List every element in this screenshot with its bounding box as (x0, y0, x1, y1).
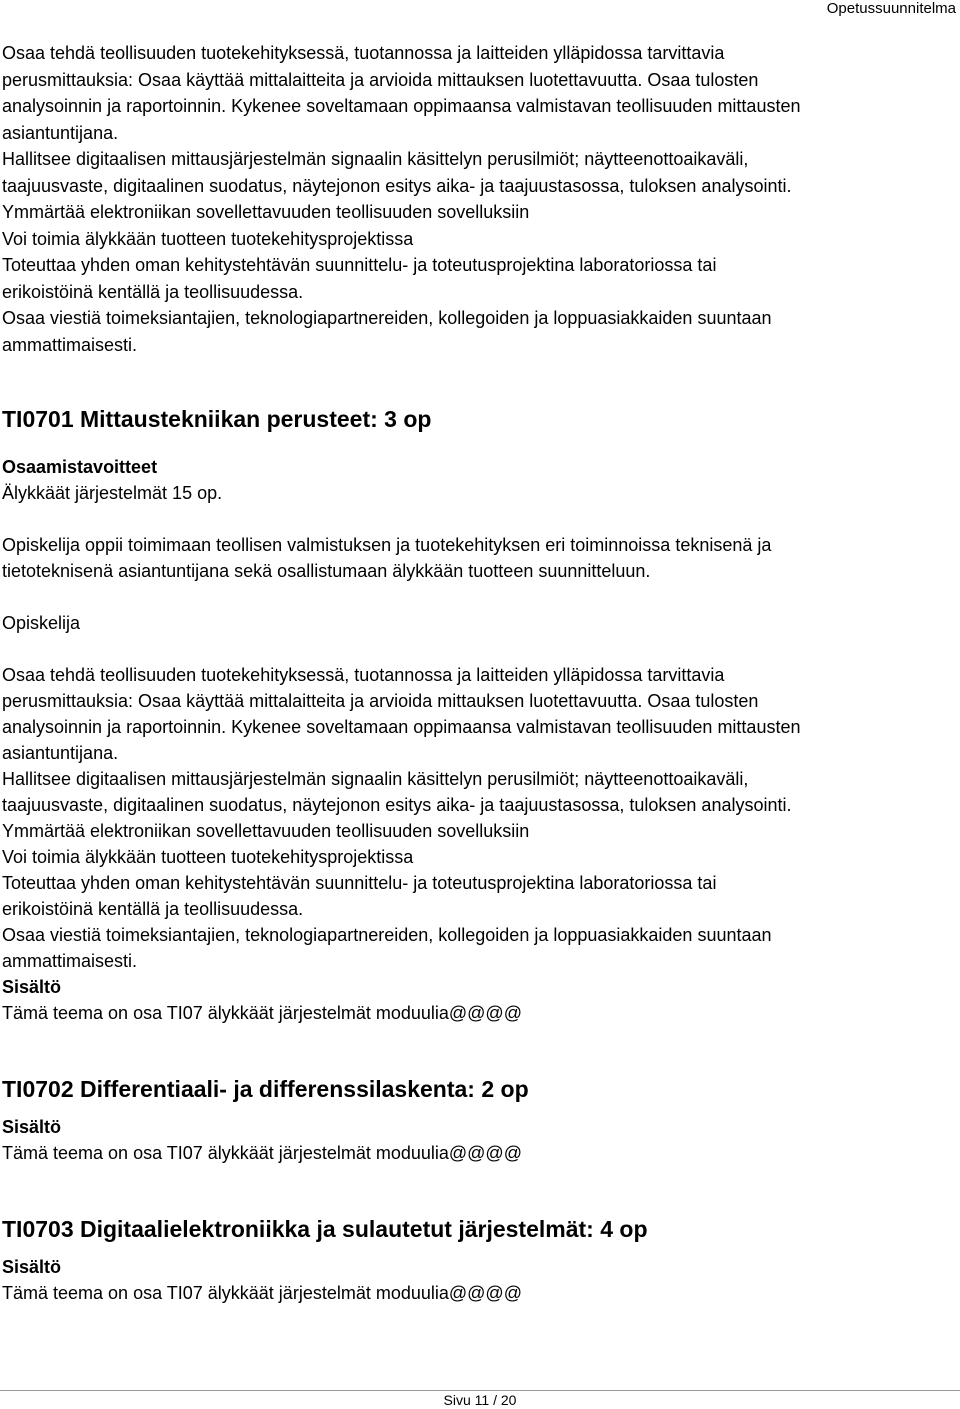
text-line: Osaa tehdä teollisuuden tuotekehityksessä, tuotannossa ja laitteiden ylläpidossa tarvittavia (2, 665, 725, 685)
text-line: erikoistöinä kentällä ja teollisuudessa. (2, 899, 304, 919)
course-title: TI0701 Mittaustekniikan perusteet: 3 op (2, 406, 432, 432)
text-line: perusmittauksia: Osaa käyttää mittalaitteita ja arvioida mittauksen luotettavuutta. Osaa tulosten (2, 691, 759, 711)
document-body (2, 40, 954, 1306)
content-heading: Sisältö (2, 1117, 62, 1137)
text-line: Toteuttaa yhden oman kehitystehtävän suunnittelu- ja toteutusprojektina laboratoriossa tai (2, 255, 717, 275)
text-line: Voi toimia älykkään tuotteen tuotekehitysprojektissa (2, 228, 414, 249)
text-line: Voi toimia älykkään tuotteen tuotekehitysprojektissa (2, 847, 414, 867)
text-line: Opiskelija oppii toimimaan teollisen valmistuksen ja tuotekehityksen eri toiminnoissa teknisenä ja (2, 535, 772, 555)
learning-outcomes (2, 662, 954, 974)
text-line: asiantuntijana. (2, 743, 119, 763)
text-line: Ymmärtää elektroniikan sovellettavuuden teollisuuden sovelluksiin (2, 202, 530, 222)
content-heading: Sisältö (2, 977, 62, 997)
course-description (2, 532, 954, 584)
content-text: Tämä teema on osa TI07 älykkäät järjestelmät moduulia@@@@ (2, 1003, 522, 1023)
text-line: analysoinnin ja raportoinnin. Kykenee soveltamaan oppimaansa valmistavan teollisuuden mittausten (2, 717, 801, 737)
document-type-label: Opetussuunnitelma (826, 0, 956, 17)
footer-divider (0, 1390, 960, 1391)
text-line: perusmittauksia: Osaa käyttää mittalaitteita ja arvioida mittauksen luotettavuutta. Osaa tulosten (2, 69, 759, 90)
text-line: Osaa viestiä toimeksiantajien, teknologiapartnereiden, kollegoiden ja loppuasiakkaiden suuntaan (2, 308, 772, 328)
text-line: Osaa tehdä teollisuuden tuotekehityksessä, tuotannossa ja laitteiden ylläpidossa tarvittavia (2, 43, 725, 63)
content-text: Tämä teema on osa TI07 älykkäät järjestelmät moduulia@@@@ (2, 1143, 522, 1163)
competence-heading: Osaamistavoitteet (2, 457, 158, 477)
course-section-ti0701 (2, 404, 954, 1026)
content-heading: Sisältö (2, 1257, 62, 1277)
text-line: ammattimaisesti. (2, 334, 138, 355)
content-text: Tämä teema on osa TI07 älykkäät järjestelmät moduulia@@@@ (2, 1283, 522, 1303)
text-line: taajuusvaste, digitaalinen suodatus, näytejonon esitys aika- ja taajuustasossa, tuloksen analysointi. (2, 795, 792, 815)
text-line: asiantuntijana. (2, 122, 119, 143)
text-line: Hallitsee digitaalisen mittausjärjestelmän signaalin käsittelyn perusilmiöt; näytteenottoaikaväli, (2, 149, 749, 169)
course-section-ti0702 (2, 1074, 954, 1166)
text-line: Ymmärtää elektroniikan sovellettavuuden teollisuuden sovelluksiin (2, 821, 530, 841)
text-line: tietoteknisenä asiantuntijana sekä osallistumaan älykkään tuotteen suunnitteluun. (2, 561, 651, 581)
page-number: Sivu 11 / 20 (443, 1392, 517, 1408)
text-line: Toteuttaa yhden oman kehitystehtävän suunnittelu- ja toteutusprojektina laboratoriossa tai (2, 873, 717, 893)
student-label: Opiskelija (2, 613, 81, 633)
course-title: TI0703 Digitaalielektroniikka ja sulautetut järjestelmät: 4 op (2, 1216, 648, 1242)
text-line: analysoinnin ja raportoinnin. Kykenee soveltamaan oppimaansa valmistavan teollisuuden mittausten (2, 96, 801, 116)
intro-outcomes (2, 40, 954, 358)
course-section-ti0703 (2, 1214, 954, 1306)
text-line: erikoistöinä kentällä ja teollisuudessa. (2, 281, 304, 302)
course-title: TI0702 Differentiaali- ja differenssilaskenta: 2 op (2, 1076, 529, 1102)
text-line: Hallitsee digitaalisen mittausjärjestelmän signaalin käsittelyn perusilmiöt; näytteenottoaikaväli, (2, 769, 749, 789)
competence-value: Älykkäät järjestelmät 15 op. (2, 483, 223, 503)
text-line: Osaa viestiä toimeksiantajien, teknologiapartnereiden, kollegoiden ja loppuasiakkaiden suuntaan (2, 925, 772, 945)
text-line: taajuusvaste, digitaalinen suodatus, näytejonon esitys aika- ja taajuustasossa, tuloksen analysointi. (2, 175, 792, 196)
text-line: ammattimaisesti. (2, 951, 138, 971)
